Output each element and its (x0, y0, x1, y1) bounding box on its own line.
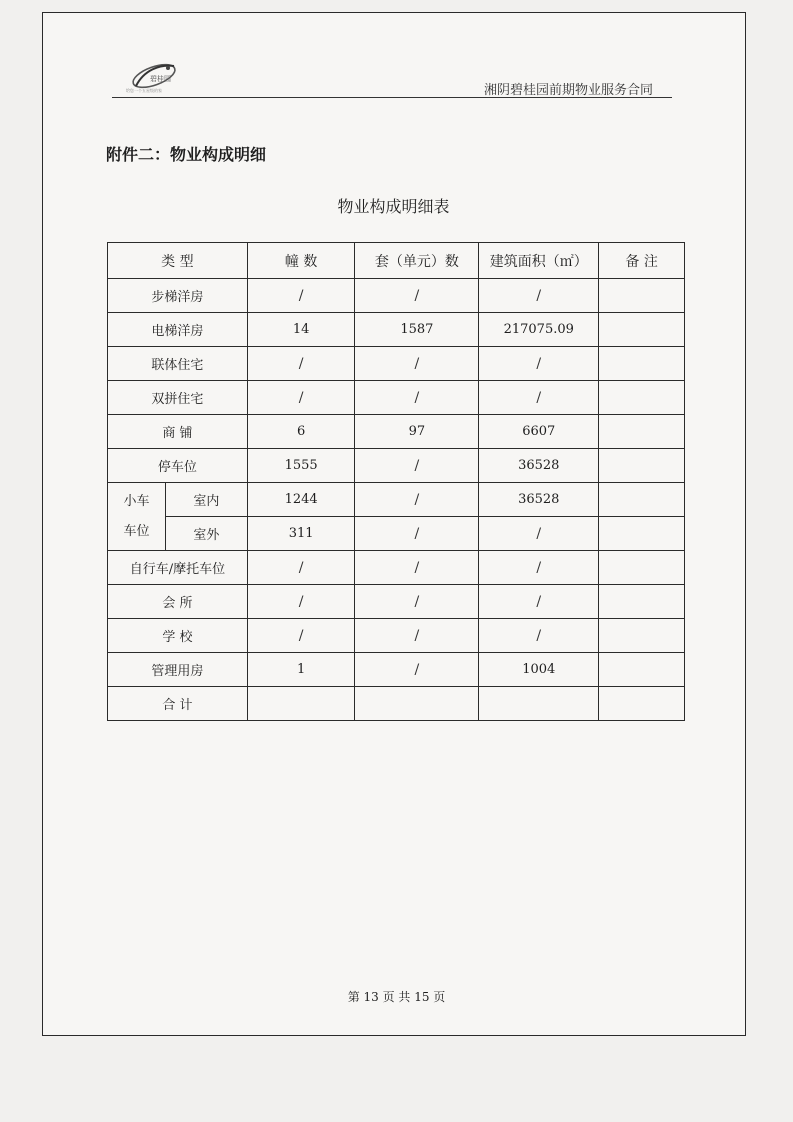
row-remark (599, 653, 685, 687)
section-title: 附件二：物业构成明细 (106, 145, 267, 164)
row-area: / (479, 279, 599, 313)
row-buildings: / (247, 347, 355, 381)
row-area (479, 687, 599, 721)
row-remark (599, 347, 685, 381)
car-space-group-label (108, 483, 166, 551)
header-units: 套（单元）数 (355, 243, 479, 279)
row-type: 停车位 (108, 449, 248, 483)
header-area: 建筑面积（㎡） (479, 243, 599, 279)
row-type: 电梯洋房 (108, 313, 248, 347)
row-type: 商 铺 (108, 415, 248, 449)
table-row (108, 415, 685, 449)
row-type: 双拼住宅 (108, 381, 248, 415)
row-type: 自行车/摩托车位 (108, 551, 248, 585)
row-units: / (355, 585, 479, 619)
row-buildings: 1555 (247, 449, 355, 483)
row-units: / (355, 483, 479, 517)
row-type: 步梯洋房 (108, 279, 248, 313)
row-type: 合 计 (108, 687, 248, 721)
row-area: 1004 (479, 653, 599, 687)
row-area: / (479, 347, 599, 381)
row-type: 会 所 (108, 585, 248, 619)
row-remark (599, 483, 685, 517)
row-remark (599, 551, 685, 585)
row-remark (599, 381, 685, 415)
row-buildings: 1 (247, 653, 355, 687)
row-area: 217075.09 (479, 313, 599, 347)
row-buildings: / (247, 381, 355, 415)
table-row (108, 279, 685, 313)
table-header-row (108, 243, 685, 279)
row-area: 6607 (479, 415, 599, 449)
table-row (108, 483, 685, 517)
page-footer (0, 988, 793, 1005)
row-area: / (479, 619, 599, 653)
row-area: / (479, 381, 599, 415)
header-divider (112, 97, 672, 98)
row-buildings: / (247, 619, 355, 653)
row-buildings: 1244 (247, 483, 355, 517)
row-units (355, 687, 479, 721)
row-buildings: 14 (247, 313, 355, 347)
row-area: 36528 (479, 449, 599, 483)
table-row (108, 449, 685, 483)
table-title (0, 194, 793, 217)
row-remark (599, 279, 685, 313)
table-row-total (108, 687, 685, 721)
row-remark (599, 619, 685, 653)
row-type: 室内 (165, 483, 247, 517)
page-number: 第 13 页 共 15 页 (347, 990, 446, 1004)
header-remark: 备 注 (599, 243, 685, 279)
row-type: 管理用房 (108, 653, 248, 687)
header-buildings: 幢 数 (247, 243, 355, 279)
header-type: 类 型 (108, 243, 248, 279)
logo-tagline: 给您一个五星级的家 (126, 88, 162, 93)
table-row (108, 313, 685, 347)
table-row (108, 347, 685, 381)
row-remark (599, 687, 685, 721)
row-buildings: / (247, 279, 355, 313)
row-area: / (479, 517, 599, 551)
table-row (108, 619, 685, 653)
row-buildings: 6 (247, 415, 355, 449)
row-buildings: / (247, 551, 355, 585)
row-remark (599, 449, 685, 483)
row-units: 1587 (355, 313, 479, 347)
table-row (108, 551, 685, 585)
row-type: 学 校 (108, 619, 248, 653)
row-type: 联体住宅 (108, 347, 248, 381)
row-units: / (355, 653, 479, 687)
table-row (108, 585, 685, 619)
row-units: / (355, 347, 479, 381)
row-units: / (355, 381, 479, 415)
row-buildings (247, 687, 355, 721)
row-units: / (355, 551, 479, 585)
row-units: 97 (355, 415, 479, 449)
row-area: / (479, 585, 599, 619)
row-remark (599, 313, 685, 347)
table-row (108, 381, 685, 415)
row-units: / (355, 279, 479, 313)
row-buildings: / (247, 585, 355, 619)
row-units: / (355, 619, 479, 653)
car-group-label-line1: 小车 (123, 493, 150, 509)
contract-header-title: 湘阴碧桂园前期物业服务合同 (484, 83, 654, 98)
row-remark (599, 517, 685, 551)
row-type: 室外 (165, 517, 247, 551)
row-area: 36528 (479, 483, 599, 517)
logo-name: 碧桂园 (150, 75, 171, 83)
table-title-text: 物业构成明细表 (337, 197, 450, 216)
table-row (108, 517, 685, 551)
row-remark (599, 415, 685, 449)
car-group-label-line2: 车位 (123, 523, 150, 539)
row-buildings: 311 (247, 517, 355, 551)
row-units: / (355, 517, 479, 551)
row-remark (599, 585, 685, 619)
table-row (108, 653, 685, 687)
row-units: / (355, 449, 479, 483)
row-area: / (479, 551, 599, 585)
property-composition-table (107, 242, 685, 721)
